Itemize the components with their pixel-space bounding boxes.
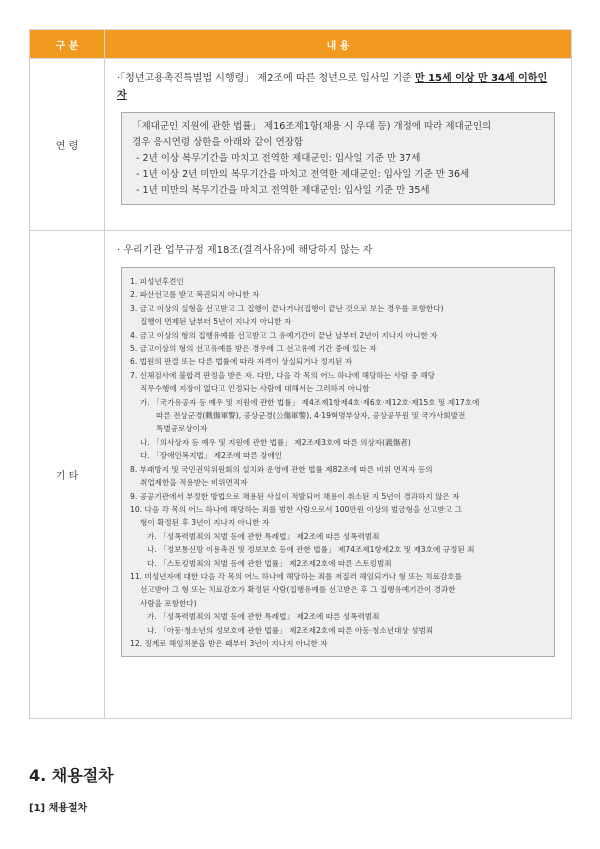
list-item: 11. 미성년자에 대한 다음 각 목의 어느 하나에 해당하는 죄를 저질러 해임되거나 형 또는 치료감호를: [130, 571, 462, 581]
box-line: 경우 응시연령 상한을 아래와 같이 연장함: [132, 137, 304, 148]
table-row-etc: [30, 231, 572, 719]
list-item: 집행이 면제된 날부터 5년이 지나지 아니한 자: [140, 317, 292, 327]
disqualification-lead: · 우리기관 업무규정 제18조(결격사유)에 해당하지 않는 자: [117, 245, 373, 256]
box-line: - 2년 이상 복무기간을 마치고 전역한 제대군인: 입사일 기준 만 37세: [136, 153, 421, 164]
veteran-extension-box: [121, 112, 555, 205]
list-item: 따른 전상군경(戰傷軍警), 공상군경(公傷軍警), 4·19혁명부상자, 공상공무원 및 국가사회발전: [156, 411, 466, 421]
list-item: 나. 「정보통신망 이용촉진 및 정보보호 등에 관한 법률」 제74조제1항제2호 및 제3호에 규정된 죄: [147, 545, 475, 555]
list-item: 직무수행에 지장이 없다고 인정되는 사람에 대해서는 그러하지 아니함: [140, 384, 370, 394]
list-item: 가. 「성폭력범죄의 처벌 등에 관한 특례법」 제2조에 따른 성폭력범죄: [147, 531, 380, 541]
box-line: - 1년 미만의 복무기간을 마치고 전역한 제대군인: 입사일 기준 만 35세: [136, 185, 430, 196]
disqualification-box: [121, 267, 555, 657]
list-item: 1. 피성년후견인: [130, 277, 184, 286]
list-item: 나. 「아동·청소년의 성보호에 관한 법률」 제2조제2호에 따른 아동·청소년대상 성범죄: [147, 625, 434, 635]
list-item: 12. 징계로 해임처분을 받은 때부터 3년이 지나지 아니한 자: [130, 638, 328, 648]
header-content: 내 용: [105, 30, 572, 59]
list-item: 9. 공공기관에서 부정한 방법으로 채용된 사실이 적발되어 채용이 취소된 지 5년이 경과하지 않은 자: [130, 491, 460, 501]
list-item: 8. 부패방지 및 국민권익위원회의 설치와 운영에 관한 법률 제82조에 따른 비위 면직자 등의: [130, 464, 433, 474]
row-content-etc: [105, 231, 572, 719]
row-label-age: 연 령: [30, 59, 105, 231]
list-item: 형이 확정된 후 3년이 지나지 아니한 자: [140, 518, 270, 528]
header-category: 구 분: [30, 30, 105, 59]
age-requirement-text: ·「청년고용촉진특별법 시행령」 제2조에 따른 청년으로 입사일 기준: [117, 73, 415, 84]
list-item: 가. 「성폭력범죄의 처벌 등에 관한 특례법」 제2조에 따른 성폭력범죄: [147, 612, 380, 622]
list-item: 다. 「장애인복지법」 제2조에 따른 장애인: [140, 451, 283, 461]
list-item: 가. 「국가유공자 등 예우 및 지원에 관한 법률」 제4조제1항제4호·제6호·제12호·제15호 및 제17호에: [140, 397, 480, 407]
list-item: 다. 「스토킹범죄의 처벌 등에 관한 법률」 제2조제2호에 따른 스토킹범죄: [147, 558, 392, 568]
age-requirement: [117, 70, 559, 104]
list-item: 7. 신체검사에 불합격 판정을 받은 자. 다만, 다음 각 목의 어느 하나에 해당하는 사람 중 해당: [130, 370, 436, 380]
eligibility-table: [29, 29, 572, 719]
table-header-row: [30, 30, 572, 59]
row-label-etc: 기 타: [30, 231, 105, 719]
list-item: 10. 다음 각 목의 어느 하나에 해당하는 죄를 범한 사람으로서 100만원 이상의 벌금형을 선고받고 그: [130, 504, 462, 514]
list-item: 나. 「의사상자 등 예우 및 지원에 관한 법률」 제2조제3호에 따른 의상자(義傷者): [140, 437, 411, 447]
box-line: 「제대군인 지원에 관한 법률」 제16조제1항(채용 시 우대 등) 개정에 따라 제대군인의: [132, 121, 492, 132]
row-content-age: [105, 59, 572, 231]
list-item: 특별공로상이자: [156, 424, 208, 434]
age-requirement-emphasis: 만 15세 이상 만 34세 이하인 자: [117, 73, 548, 101]
list-item: 선고받아 그 형 또는 치료감호가 확정된 사람(집행유예를 선고받은 후 그 집행유예기간이 경과한: [140, 585, 456, 595]
list-item: 4. 금고 이상의 형의 집행유예를 선고받고 그 유예기간이 끝난 날부터 2년이 지나지 아니한 자: [130, 330, 438, 340]
section-title: 4. 채용절차: [29, 766, 114, 785]
list-item: 사람을 포함한다): [140, 598, 197, 608]
subsection-title: [1] 채용절차: [29, 803, 88, 814]
list-item: 취업제한을 적용받는 비위면직자: [140, 478, 248, 488]
list-item: 5. 금고이상의 형의 선고유예를 받은 경우에 그 선고유예 기간 중에 있는 자: [130, 344, 377, 354]
list-item: 6. 법원의 판결 또는 다른 법률에 따라 자격이 상실되거나 정지된 자: [130, 357, 353, 367]
list-item: 2. 파산선고를 받고 복권되지 아니한 자: [130, 290, 260, 300]
box-line: - 1년 이상 2년 미만의 복무기간을 마치고 전역한 제대군인: 입사일 기준 만 36세: [136, 169, 470, 180]
table-row-age: [30, 59, 572, 231]
list-item: 3. 금고 이상의 실형을 선고받고 그 집행이 끝나거나(집행이 끝난 것으로 보는 경우를 포함한다): [130, 303, 444, 313]
